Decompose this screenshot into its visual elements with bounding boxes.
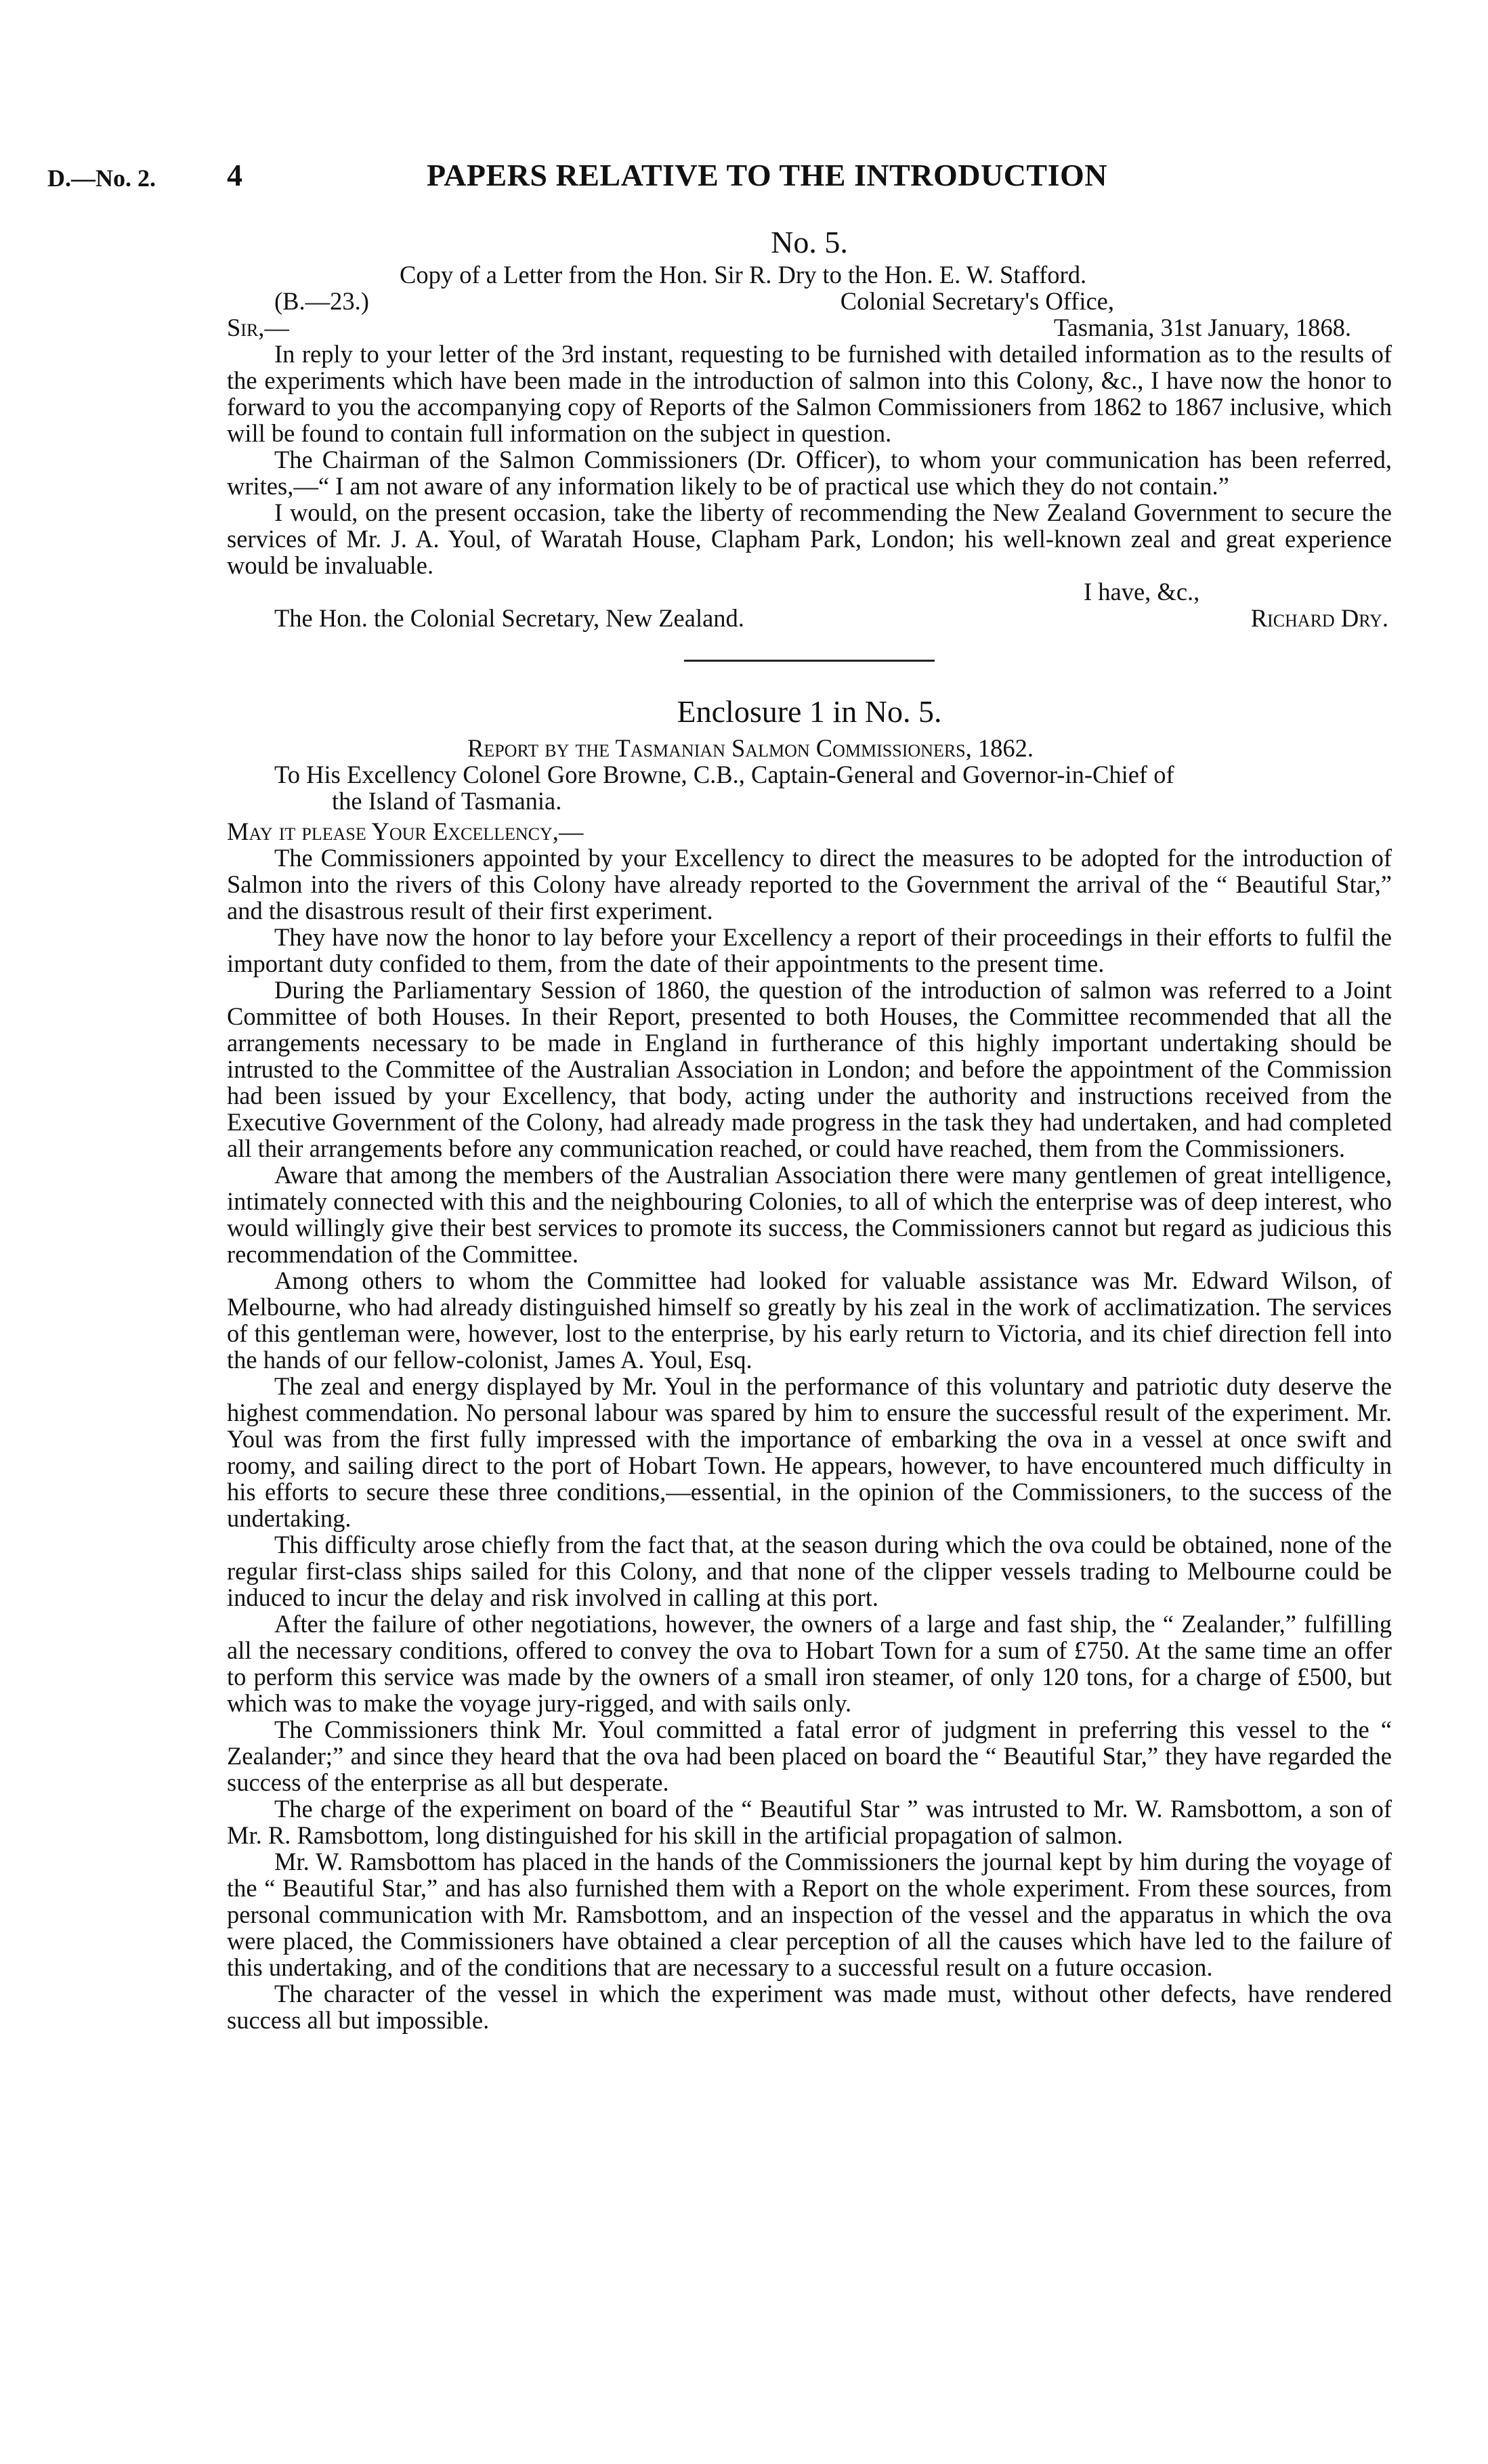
- enclosure-heading: Enclosure 1 in No. 5.: [677, 694, 942, 729]
- report-paragraph: This difficulty arose chiefly from the fact that, at the season during which the ova could be obtained, none of the regular first-class ships sailed for this Colony, and that none of the clipper vessels trading to Melbourne could be induced to incur the delay and risk involved in calling at this port.: [227, 1531, 1392, 1611]
- letter-caption: Copy of a Letter from the Hon. Sir R. Dry to the Hon. E. W. Stafford.: [400, 261, 1087, 289]
- letter-salutation-row: [227, 314, 1392, 341]
- letter-ref-row: [227, 288, 1392, 314]
- report-paragraph: Among others to whom the Committee had looked for valuable assistance was Mr. Edward Wilson, of Melbourne, who had already distinguished himself so greatly by his zeal in the work of acclimatization. The services of this gentleman were, however, lost to the enterprise, by his early return to Victoria, and its chief direction fell into the hands of our fellow-colonist, James A. Youl, Esq.: [227, 1267, 1392, 1374]
- page-number: 4: [227, 158, 242, 192]
- letter-closing: I have, &c.,: [1084, 578, 1200, 606]
- letter-paragraph: I would, on the present occasion, take the liberty of recommending the New Zealand Government to secure the services of Mr. J. A. Youl, of Waratah House, Clapham Park, London; his well-known zeal and great experience would be invaluable.: [227, 498, 1392, 579]
- report-paragraph: During the Parliamentary Session of 1860, the question of the introduction of salmon was referred to a Joint Committee of both Houses. In their Report, presented to both Houses, the Committee recommended that all the arrangements necessary to be made in England in furtherance of this highly important undertaking should be intrusted to the Committee of the Australian Association in London; and before the appointment of the Commission had been issued by your Excellency, that body, acting under the authority and instructions received from the Executive Government of the Colony, had already made progress in the task they had undertaken, and had completed all their arrangements before any communication reached, or could have reached, them from the Commissioners.: [227, 976, 1392, 1162]
- letter-office: Colonial Secretary's Office,: [840, 287, 1114, 315]
- letter-salutation: Sir,—: [227, 314, 289, 341]
- report-paragraph: After the failure of other negotiations, however, the owners of a large and fast ship, the “ Zealander,” fulfilling all the necessary conditions, offered to convey the ova to Hobart Town for a sum of £750. At the same time an offer to perform this service was made by the owners of a small iron steamer, of only 120 tons, for a charge of £500, but which was to make the voyage jury-rigged, and with sails only.: [227, 1610, 1392, 1717]
- report-title: Report by the Tasmanian Salmon Commissioners, 1862.: [467, 734, 1034, 762]
- report-address-continued: the Island of Tasmania.: [332, 787, 562, 815]
- document-reference: D.—No. 2.: [47, 165, 156, 192]
- letter-ref: (B.—23.): [274, 287, 369, 315]
- report-address: To His Excellency Colonel Gore Browne, C.B., Captain-General and Governor-in-Chief of: [274, 761, 1174, 788]
- letter-signature: Richard Dry.: [1250, 604, 1388, 632]
- report-paragraph: The character of the vessel in which the experiment was made must, without other defects, have rendered success all but impossible.: [227, 1980, 1392, 2034]
- letter-place-date: Tasmania, 31st January, 1868.: [1053, 314, 1351, 341]
- report-paragraph: The Commissioners think Mr. Youl committed a fatal error of judgment in preferring this vessel to the “ Zealander;” and since they heard that the ova had been placed on board the “ Beautiful Star,” they have regarded the success of the enterprise as all but desperate.: [227, 1716, 1392, 1796]
- report-paragraph: The charge of the experiment on board of the “ Beautiful Star ” was intrusted to Mr. W. Ramsbottom, a son of Mr. R. Ramsbottom, long distinguished for his skill in the artificial propagation of salmon.: [227, 1795, 1392, 1849]
- letter-paragraph: The Chairman of the Salmon Commissioners (Dr. Officer), to whom your communication has been referred, writes,—“ I am not aware of any information likely to be of practical use which they do not contain.”: [227, 446, 1392, 500]
- report-paragraph: Aware that among the members of the Australian Association there were many gentlemen of great intelligence, intimately connected with this and the neighbouring Colonies, to all of which the enterprise was of deep interest, who would willingly give their best services to promote its success, the Commissioners cannot but regard as judicious this recommendation of the Committee.: [227, 1161, 1392, 1268]
- report-salutation: May it please Your Excellency,—: [227, 817, 584, 845]
- letter-paragraph: In reply to your letter of the 3rd instant, requesting to be furnished with detailed information as to the results of the experiments which have been made in the introduction of salmon into this Colony, &c., I have now the honor to forward to you the accompanying copy of Reports of the Salmon Commissioners from 1862 to 1867 inclusive, which will be found to contain full information on the subject in question.: [227, 340, 1392, 447]
- running-title: PAPERS RELATIVE TO THE INTRODUCTION: [427, 158, 1108, 192]
- report-paragraph: The Commissioners appointed by your Excellency to direct the measures to be adopted for the introduction of Salmon into the rivers of this Colony have already reported to the Government the arrival of the “ Beautiful Star,” and the disastrous result of their first experiment.: [227, 844, 1392, 925]
- report-paragraph: They have now the honor to lay before your Excellency a report of their proceedings in their efforts to fulfil the important duty confided to them, from the date of their appointments to the present time.: [227, 923, 1392, 977]
- report-paragraph: Mr. W. Ramsbottom has placed in the hands of the Commissioners the journal kept by him during the voyage of the “ Beautiful Star,” and has also furnished them with a Report on the whole experiment. From these sources, from personal communication with Mr. Ramsbottom, and an inspection of the vessel and the apparatus in which the ova were placed, the Commissioners have obtained a clear perception of all the causes which have led to the failure of this undertaking, and of the conditions that are necessary to a successful result on a future occasion.: [227, 1848, 1392, 1981]
- letter-number: No. 5.: [771, 225, 848, 259]
- page-body: [227, 0, 1392, 2033]
- letter-signature-row: [227, 605, 1392, 631]
- report-paragraph: The zeal and energy displayed by Mr. Youl in the performance of this voluntary and patriotic duty deserve the highest commendation. No personal labour was spared by him to ensure the successful result of the experiment. Mr. Youl was from the first fully impressed with the importance of embarking the ova in a vessel at once swift and roomy, and sailing direct to the port of Hobart Town. He appears, however, to have encountered much difficulty in his efforts to secure these three conditions,—essential, in the opinion of the Commissioners, to the success of the undertaking.: [227, 1372, 1392, 1532]
- letter-addressee: The Hon. the Colonial Secretary, New Zealand.: [274, 604, 744, 632]
